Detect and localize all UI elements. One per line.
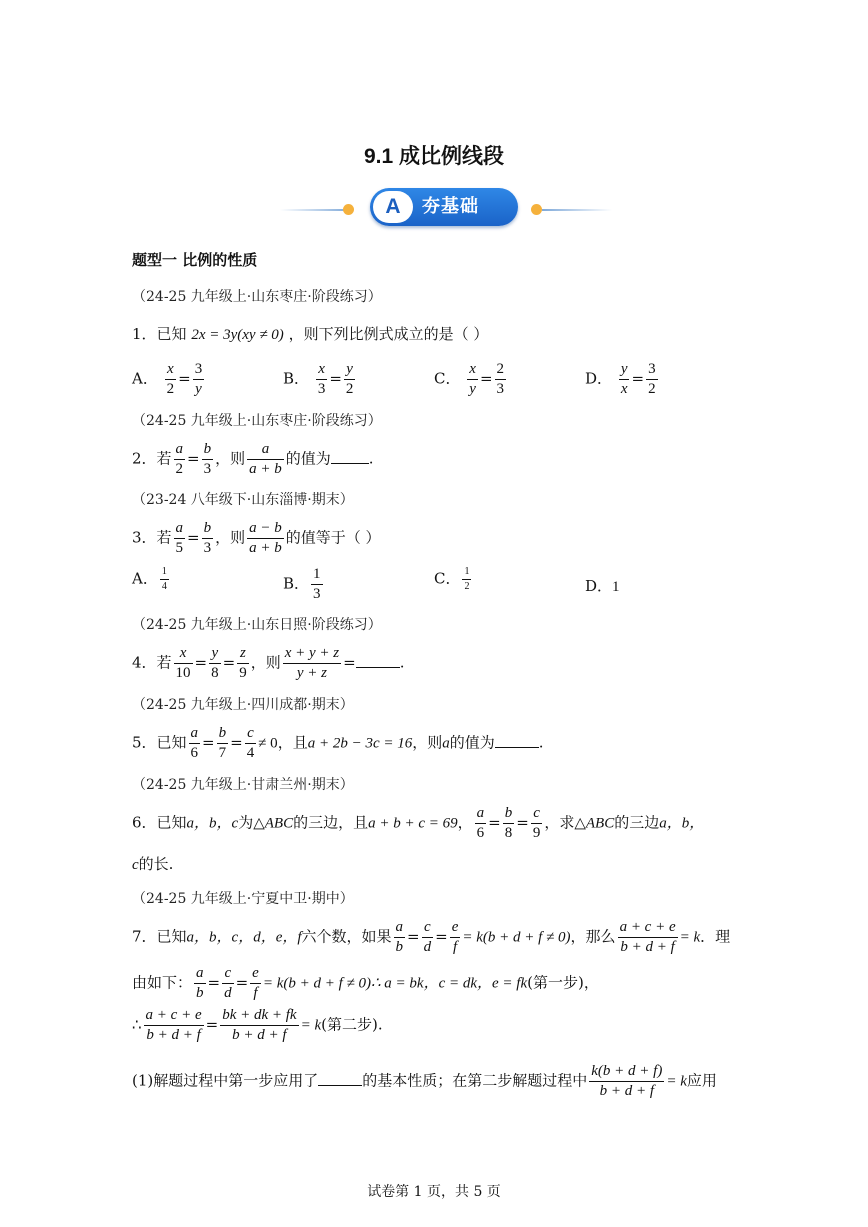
question-1 (132, 323, 488, 344)
question-7-part-1: (1)解题过程中第一步应用了 的基本性质；在第二步解题过程中 $\frac{k(b + d + f)}{b + d + f}$ = k应用 (132, 1063, 717, 1099)
option-d (585, 575, 620, 596)
option-d: D． $\frac{y}{x}$ = $\frac{3}{2}$ (585, 361, 656, 397)
option-label: A． (132, 369, 158, 388)
fraction: $\frac{1}{4}$ (161, 566, 167, 592)
source-label: （24-25 九年级上·宁夏中卫·期中） (132, 891, 354, 907)
fraction: $\frac{a}{2}$ (175, 441, 184, 477)
question-7-line-2: 由如下： $\frac{a}{b}$ = $\frac{c}{d}$ = $\frac{e}{f}$ = k(b + d + f ≠ 0)∴ a = bk，c = dk，e = fk(第一步)， (132, 965, 599, 1001)
fraction: $\frac{a + c + e}{b + d + f}$ (145, 1007, 202, 1043)
question-7: 7．已知a，b，c，d，e，f六个数，如果 $\frac{a}{b}$ = $\frac{c}{d}$ = $\frac{e}{f}$ = k(b + d + f ≠ 0)，那么 $\frac{a + c + e}{b + d + f}$ = k．理 (132, 919, 731, 955)
question-text: 的值为 (449, 733, 495, 752)
fraction: $\frac{a}{a + b}$ (249, 441, 282, 477)
section-pill (370, 188, 518, 226)
topic-heading: 题型一 比例的性质 (132, 251, 258, 269)
fraction: $\frac{b}{8}$ (504, 805, 513, 841)
fraction: $\frac{a}{b}$ (196, 965, 204, 1001)
section-label: 夯基础 (422, 196, 479, 217)
fraction: $\frac{c}{d}$ (423, 919, 432, 955)
section-banner (280, 186, 610, 230)
banner-dot-right (531, 204, 542, 215)
option-a: A． $\frac{x}{2}$ = $\frac{3}{y}$ (132, 361, 203, 397)
question-6-line-2: c的长. (132, 855, 174, 873)
section-letter: A (373, 191, 413, 223)
question-text: 的值等于（ ） (285, 528, 381, 547)
question-text: ，且 (277, 733, 308, 752)
option-label: B． (283, 369, 310, 388)
math-expression: 2x = 3y(xy ≠ 0) (191, 327, 284, 343)
answer-blank[interactable] (318, 1073, 362, 1086)
option-a (132, 567, 171, 592)
fraction: $\frac{2}{3}$ (496, 361, 505, 397)
question-5: 5．已知 $\frac{a}{6}$ = $\frac{b}{7}$ = $\frac{c}{4}$ ≠ 0，且a + 2b − 3c = 16，则a的值为 . (132, 725, 544, 761)
question-number: 6．已知 (132, 813, 187, 832)
fraction: $\frac{a + c + e}{b + d + f}$ (619, 919, 676, 955)
source-label: （24-25 九年级上·山东日照·阶段练习） (132, 617, 382, 633)
fraction: $\frac{1}{2}$ (464, 566, 470, 592)
fraction: $\frac{k(b + d + f)}{b + d + f}$ (591, 1063, 663, 1099)
question-text: ，则 (250, 653, 281, 672)
question-number: 3．若 (132, 528, 172, 547)
question-number: 4．若 (132, 653, 172, 672)
fraction: $\frac{e}{f}$ (252, 965, 259, 1001)
option-label: D． (585, 369, 613, 388)
question-2: 2．若 $\frac{a}{2}$ = $\frac{b}{3}$ ，则 $\frac{a}{a + b}$ 的值为 . (132, 441, 374, 477)
answer-blank[interactable] (495, 735, 539, 748)
fraction: $\frac{x}{3}$ (317, 361, 326, 397)
option-b: B． $\frac{x}{3}$ = $\frac{y}{2}$ (283, 361, 354, 397)
question-number: 5．已知 (132, 733, 187, 752)
fraction: $\frac{b}{3}$ (203, 520, 212, 556)
option-label: D． (585, 577, 613, 595)
fraction: $\frac{c}{9}$ (532, 805, 541, 841)
fraction: $\frac{x + y + z}{y + z}$ (284, 645, 340, 681)
question-3: 3．若 $\frac{a}{5}$ = $\frac{b}{3}$ ，则 $\frac{a - b}{a + b}$ 的值等于（ ） (132, 520, 381, 556)
answer-blank[interactable] (356, 655, 400, 668)
question-text: ，则 (215, 449, 246, 468)
fraction: $\frac{3}{y}$ (194, 361, 203, 397)
source-label: （24-25 九年级上·山东枣庄·阶段练习） (132, 289, 382, 305)
fraction: $\frac{a}{6}$ (190, 725, 199, 761)
fraction: $\frac{3}{2}$ (648, 361, 656, 397)
question-text: ，则下列比例式成立的是（ ） (288, 325, 489, 343)
fraction: $\frac{a - b}{a + b}$ (249, 520, 282, 556)
banner-line-right (542, 209, 612, 211)
fraction: $\frac{y}{2}$ (345, 361, 354, 397)
question-text: 的值为 (285, 449, 331, 468)
fraction: $\frac{a}{b}$ (395, 919, 404, 955)
fraction: $\frac{x}{2}$ (166, 361, 175, 397)
fraction: $\frac{e}{f}$ (451, 919, 459, 955)
source-label: （24-25 九年级上·甘肃兰州·期末） (132, 777, 354, 793)
option-label: C． (434, 569, 461, 588)
page-footer: 试卷第 1 页，共 5 页 (367, 1184, 501, 1200)
option-c (434, 567, 473, 592)
source-label: （24-25 九年级上·山东枣庄·阶段练习） (132, 413, 382, 429)
option-c: C． $\frac{x}{y}$ = $\frac{2}{3}$ (434, 361, 505, 397)
question-number: 7．已知 (132, 927, 187, 946)
fraction: $\frac{a}{5}$ (175, 520, 184, 556)
source-label: （23-24 八年级下·山东淄博·期末） (132, 492, 354, 508)
banner-line-left (280, 209, 350, 211)
fraction: $\frac{bk + dk + fk}{b + d + f}$ (222, 1007, 297, 1043)
question-6: 6．已知a，b，c为△ABC的三边，且a + b + c = 69， $\frac{a}{6}$ = $\frac{b}{8}$ = $\frac{c}{9}$ ，求△ABC的三边a，b， (132, 805, 705, 841)
option-label: C． (434, 369, 461, 388)
fraction: $\frac{b}{3}$ (203, 441, 212, 477)
question-4: 4．若 $\frac{x}{10}$ = $\frac{y}{8}$ = $\frac{z}{9}$ ，则 $\frac{x + y + z}{y + z}$ = . (132, 645, 405, 681)
fraction: $\frac{b}{7}$ (218, 725, 227, 761)
answer-blank[interactable] (331, 451, 369, 464)
question-number: 2．若 (132, 449, 172, 468)
question-number: 1．已知 (132, 325, 187, 343)
question-7-line-3: ∴ $\frac{a + c + e}{b + d + f}$ = $\frac{bk + dk + fk}{b + d + f}$ = k(第二步). (132, 1007, 383, 1043)
source-label: （24-25 九年级上·四川成都·期末） (132, 697, 354, 713)
banner-dot-left (343, 204, 354, 215)
question-text: ，则 (215, 528, 246, 547)
fraction: $\frac{x}{y}$ (469, 361, 476, 397)
math-expression: a + 2b − 3c = 16 (307, 735, 413, 752)
page-title: 9.1 成比例线段 (363, 145, 505, 168)
fraction: $\frac{y}{x}$ (620, 361, 628, 397)
option-label: B． (283, 574, 310, 593)
fraction: $\frac{c}{4}$ (246, 725, 255, 761)
fraction: $\frac{c}{d}$ (224, 965, 232, 1001)
option-b (283, 567, 325, 602)
option-label: A． (132, 569, 158, 588)
option-value: 1 (612, 579, 620, 595)
fraction: $\frac{z}{9}$ (239, 645, 247, 681)
fraction: $\frac{a}{6}$ (476, 805, 485, 841)
fraction: $\frac{x}{10}$ (175, 645, 191, 681)
fraction: $\frac{1}{3}$ (313, 566, 321, 602)
fraction: $\frac{y}{8}$ (211, 645, 219, 681)
